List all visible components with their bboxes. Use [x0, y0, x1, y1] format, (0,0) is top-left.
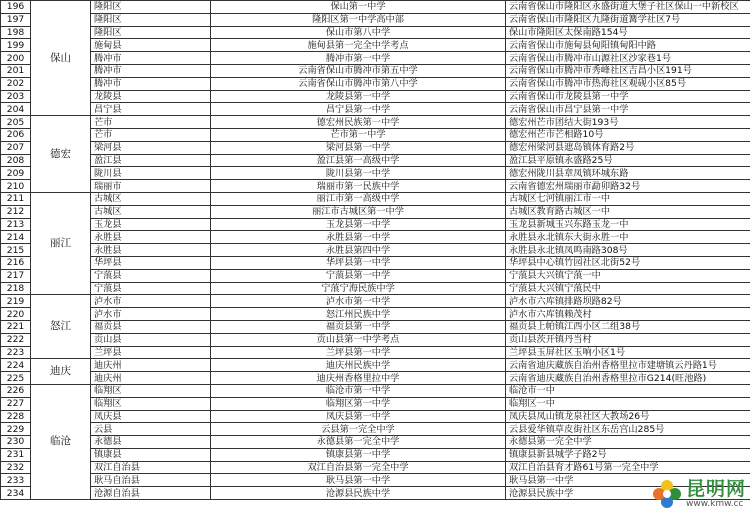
county-name: 云县 — [91, 423, 211, 436]
school-name: 芒市第一中学 — [211, 128, 506, 141]
table-row — [1, 218, 750, 231]
region-name: 迪庆 — [31, 359, 91, 385]
county-name: 梁河县 — [91, 141, 211, 154]
county-name: 沧源自治县 — [91, 487, 211, 500]
row-number: 205 — [1, 116, 31, 129]
row-number: 220 — [1, 308, 31, 321]
county-name: 宁蒗县 — [91, 282, 211, 295]
county-name: 隆阳区 — [91, 26, 211, 39]
county-name: 临翔区 — [91, 384, 211, 397]
school-name: 丽江市古城区第一中学 — [211, 205, 506, 218]
school-name: 双江自治县第一完全中学 — [211, 461, 506, 474]
row-number: 214 — [1, 231, 31, 244]
row-number: 230 — [1, 436, 31, 449]
table-row — [1, 295, 750, 308]
row-number: 199 — [1, 39, 31, 52]
school-name: 贡山县第一中学考点 — [211, 333, 506, 346]
county-name: 古城区 — [91, 192, 211, 205]
school-name: 永胜县第四中学 — [211, 244, 506, 257]
school-address: 永胜县永北镇东大街永胜一中 — [506, 231, 750, 244]
school-name: 腾冲市第一中学 — [211, 52, 506, 65]
school-address: 云南省保山市隆阳区九隆街道篝学社区7号 — [506, 13, 750, 26]
table-row — [1, 39, 750, 52]
table-row — [1, 282, 750, 295]
school-name: 陇川县第一中学 — [211, 167, 506, 180]
table-row — [1, 244, 750, 257]
table-row — [1, 384, 750, 397]
county-name: 宁蒗县 — [91, 269, 211, 282]
school-name: 镇康县第一中学 — [211, 448, 506, 461]
county-name: 迪庆州 — [91, 372, 211, 385]
watermark-text: 昆明网 — [685, 478, 746, 500]
table-row — [1, 372, 750, 385]
region-name: 临沧 — [31, 384, 91, 499]
school-address: 云南省迪庆藏族自治州香格里拉市G214(旺池路) — [506, 372, 750, 385]
county-name: 施甸县 — [91, 39, 211, 52]
school-name: 玉龙县第一中学 — [211, 218, 506, 231]
school-address: 玉龙县新城玉兴东路玉龙一中 — [506, 218, 750, 231]
table-row — [1, 13, 750, 26]
school-name: 保山第一中学 — [211, 1, 506, 14]
table-body — [1, 1, 750, 500]
school-address: 云南省保山市隆阳区永盛街道大堡子社区保山一中新校区 — [506, 1, 750, 14]
row-number: 211 — [1, 192, 31, 205]
county-name: 泸水市 — [91, 308, 211, 321]
school-name: 耿马县第一中学 — [211, 474, 506, 487]
row-number: 200 — [1, 52, 31, 65]
school-address: 贡山县茨开镇丹当村 — [506, 333, 750, 346]
row-number: 228 — [1, 410, 31, 423]
school-name: 昌宁县第一中学 — [211, 103, 506, 116]
school-name: 施甸县第一完全中学考点 — [211, 39, 506, 52]
county-name: 福贡县 — [91, 320, 211, 333]
school-address: 泸水市六库镇赖茂村 — [506, 308, 750, 321]
school-address: 华坪县中心镇竹园社区北街52号 — [506, 256, 750, 269]
row-number: 229 — [1, 423, 31, 436]
row-number: 227 — [1, 397, 31, 410]
county-name: 永胜县 — [91, 231, 211, 244]
school-address: 云南省保山市腾冲市秀峰社区吉昌小区191号 — [506, 64, 750, 77]
school-name: 龙陵县第一中学 — [211, 90, 506, 103]
table-row — [1, 103, 750, 116]
school-name: 兰坪县第一中学 — [211, 346, 506, 359]
table-row — [1, 52, 750, 65]
row-number: 233 — [1, 474, 31, 487]
school-name: 临翔区第一中学 — [211, 397, 506, 410]
row-number: 216 — [1, 256, 31, 269]
county-name: 华坪县 — [91, 256, 211, 269]
school-name: 迪庆州香格里拉中学 — [211, 372, 506, 385]
row-number: 207 — [1, 141, 31, 154]
school-address: 古城区七河镇丽江市一中 — [506, 192, 750, 205]
school-address: 云南省保山市腾冲市山源社区沙家巷1号 — [506, 52, 750, 65]
school-address: 镇康县新县城学子路2号 — [506, 448, 750, 461]
table-row — [1, 141, 750, 154]
row-number: 231 — [1, 448, 31, 461]
row-number: 212 — [1, 205, 31, 218]
region-name: 保山 — [31, 1, 91, 116]
school-name: 丽江市第一高级中学 — [211, 192, 506, 205]
county-name: 永胜县 — [91, 244, 211, 257]
row-number: 213 — [1, 218, 31, 231]
region-name: 德宏 — [31, 116, 91, 193]
row-number: 224 — [1, 359, 31, 372]
county-name: 芒市 — [91, 128, 211, 141]
table-row — [1, 487, 750, 500]
row-number: 234 — [1, 487, 31, 500]
school-name: 梁河县第一中学 — [211, 141, 506, 154]
table-row — [1, 320, 750, 333]
region-name: 丽江 — [31, 192, 91, 294]
school-address: 宁蒗县大兴镇宁蒗一中 — [506, 269, 750, 282]
table-row — [1, 256, 750, 269]
watermark-url: www.kmw.cc — [685, 499, 744, 509]
table-row — [1, 333, 750, 346]
table-row — [1, 192, 750, 205]
county-name: 瑞丽市 — [91, 180, 211, 193]
row-number: 215 — [1, 244, 31, 257]
row-number: 197 — [1, 13, 31, 26]
school-address: 云南省保山市龙陵县第一中学 — [506, 90, 750, 103]
row-number: 226 — [1, 384, 31, 397]
table-row — [1, 77, 750, 90]
school-name: 泸水市第一中学 — [211, 295, 506, 308]
school-name: 隆阳区第一中学高中部 — [211, 13, 506, 26]
row-number: 219 — [1, 295, 31, 308]
school-name: 宁蒗宁海民族中学 — [211, 282, 506, 295]
table-row — [1, 423, 750, 436]
county-name: 兰坪县 — [91, 346, 211, 359]
school-name: 福贡县第一中学 — [211, 320, 506, 333]
table-row — [1, 180, 750, 193]
row-number: 209 — [1, 167, 31, 180]
county-name: 腾冲市 — [91, 77, 211, 90]
row-number: 225 — [1, 372, 31, 385]
county-name: 双江自治县 — [91, 461, 211, 474]
county-name: 芒市 — [91, 116, 211, 129]
school-address: 永胜县永北镇凤鸣南路308号 — [506, 244, 750, 257]
row-number: 206 — [1, 128, 31, 141]
school-address: 临沧市一中 — [506, 384, 750, 397]
table-row — [1, 116, 750, 129]
school-address: 云南省保山市施甸县甸阳镇甸阳中路 — [506, 39, 750, 52]
table-row — [1, 154, 750, 167]
school-address: 德宏州芒市团结大街193号 — [506, 116, 750, 129]
school-address: 凤庆县凤山镇龙泉社区大教场26号 — [506, 410, 750, 423]
row-number: 223 — [1, 346, 31, 359]
county-name: 镇康县 — [91, 448, 211, 461]
school-name: 华坪县第一中学 — [211, 256, 506, 269]
table-row — [1, 90, 750, 103]
school-name: 临沧市第一中学 — [211, 384, 506, 397]
school-address: 云南省迪庆藏族自治州香格里拉市建塘镇云丹路1号 — [506, 359, 750, 372]
county-name: 龙陵县 — [91, 90, 211, 103]
table-row — [1, 1, 750, 14]
school-address: 盈江县平原镇永盛路25号 — [506, 154, 750, 167]
table-row — [1, 410, 750, 423]
row-number: 203 — [1, 90, 31, 103]
county-name: 耿马自治县 — [91, 474, 211, 487]
school-name: 云县第一完全中学 — [211, 423, 506, 436]
table-row — [1, 448, 750, 461]
county-name: 贡山县 — [91, 333, 211, 346]
row-number: 201 — [1, 64, 31, 77]
school-name: 宁蒗县第一中学 — [211, 269, 506, 282]
school-name: 保山市第八中学 — [211, 26, 506, 39]
table-row — [1, 346, 750, 359]
county-name: 昌宁县 — [91, 103, 211, 116]
school-name: 凤庆县第一中学 — [211, 410, 506, 423]
school-address: 德宏州梁河县遮岛镇体育路2号 — [506, 141, 750, 154]
row-number: 208 — [1, 154, 31, 167]
table-row — [1, 474, 750, 487]
table-row — [1, 359, 750, 372]
school-name: 永胜县第一中学 — [211, 231, 506, 244]
school-address: 泸水市六库镇排路坝路82号 — [506, 295, 750, 308]
table-row — [1, 231, 750, 244]
school-address: 兰坪县玉屏社区玉响小区1号 — [506, 346, 750, 359]
table-row — [1, 436, 750, 449]
school-name: 迪庆州民族中学 — [211, 359, 506, 372]
row-number: 217 — [1, 269, 31, 282]
county-name: 凤庆县 — [91, 410, 211, 423]
school-name: 沧源县民族中学 — [211, 487, 506, 500]
school-address: 德宏州陇川县章凤镇环城东路 — [506, 167, 750, 180]
county-name: 腾冲市 — [91, 52, 211, 65]
county-name: 隆阳区 — [91, 1, 211, 14]
school-address: 宁蒗县大兴镇宁蒗民中 — [506, 282, 750, 295]
school-name: 盈江县第一高级中学 — [211, 154, 506, 167]
kmw-flower-logo-icon — [652, 479, 682, 509]
county-name: 隆阳区 — [91, 13, 211, 26]
table-row — [1, 269, 750, 282]
watermark — [652, 479, 746, 509]
school-name: 永德县第一完全中学 — [211, 436, 506, 449]
table-row — [1, 167, 750, 180]
school-address: 云南省保山市昌宁县第一中学 — [506, 103, 750, 116]
county-name: 临翔区 — [91, 397, 211, 410]
school-address: 双江自治县育才路61号第一完全中学 — [506, 461, 750, 474]
county-name: 迪庆州 — [91, 359, 211, 372]
school-name: 云南省保山市腾冲市第八中学 — [211, 77, 506, 90]
table-row — [1, 397, 750, 410]
row-number: 202 — [1, 77, 31, 90]
row-number: 222 — [1, 333, 31, 346]
county-name: 古城区 — [91, 205, 211, 218]
county-name: 盈江县 — [91, 154, 211, 167]
school-address: 福贡县上帕镇江西小区二组38号 — [506, 320, 750, 333]
county-name: 陇川县 — [91, 167, 211, 180]
county-name: 泸水市 — [91, 295, 211, 308]
county-name: 腾冲市 — [91, 64, 211, 77]
row-number: 232 — [1, 461, 31, 474]
school-address: 永德县第一完全中学 — [506, 436, 750, 449]
school-address: 云南省保山市腾冲市热海社区观砚小区85号 — [506, 77, 750, 90]
row-number: 198 — [1, 26, 31, 39]
school-address: 云南省德宏州瑞丽市勐卯路32号 — [506, 180, 750, 193]
region-name: 怒江 — [31, 295, 91, 359]
school-address: 保山市隆阳区太保南路154号 — [506, 26, 750, 39]
school-name: 怒江州民族中学 — [211, 308, 506, 321]
school-address: 耿马县第一中学 — [506, 474, 750, 487]
school-address: 云县爱华镇草皮街社区东岳宫山285号 — [506, 423, 750, 436]
school-name: 瑞丽市第一民族中学 — [211, 180, 506, 193]
row-number: 204 — [1, 103, 31, 116]
county-name: 玉龙县 — [91, 218, 211, 231]
row-number: 218 — [1, 282, 31, 295]
school-address: 德宏州芒市芒相路10号 — [506, 128, 750, 141]
county-name: 永德县 — [91, 436, 211, 449]
school-name: 云南省保山市腾冲市第五中学 — [211, 64, 506, 77]
table-row — [1, 26, 750, 39]
row-number: 210 — [1, 180, 31, 193]
table-row — [1, 128, 750, 141]
school-name: 德宏州民族第一中学 — [211, 116, 506, 129]
school-address: 沧源县民族中学 — [506, 487, 750, 500]
school-address: 临翔区一中 — [506, 397, 750, 410]
school-address: 古城区教育路古城区一中 — [506, 205, 750, 218]
table-row — [1, 461, 750, 474]
row-number: 221 — [1, 320, 31, 333]
table-row — [1, 205, 750, 218]
table-row — [1, 308, 750, 321]
row-number: 196 — [1, 1, 31, 14]
table-row — [1, 64, 750, 77]
